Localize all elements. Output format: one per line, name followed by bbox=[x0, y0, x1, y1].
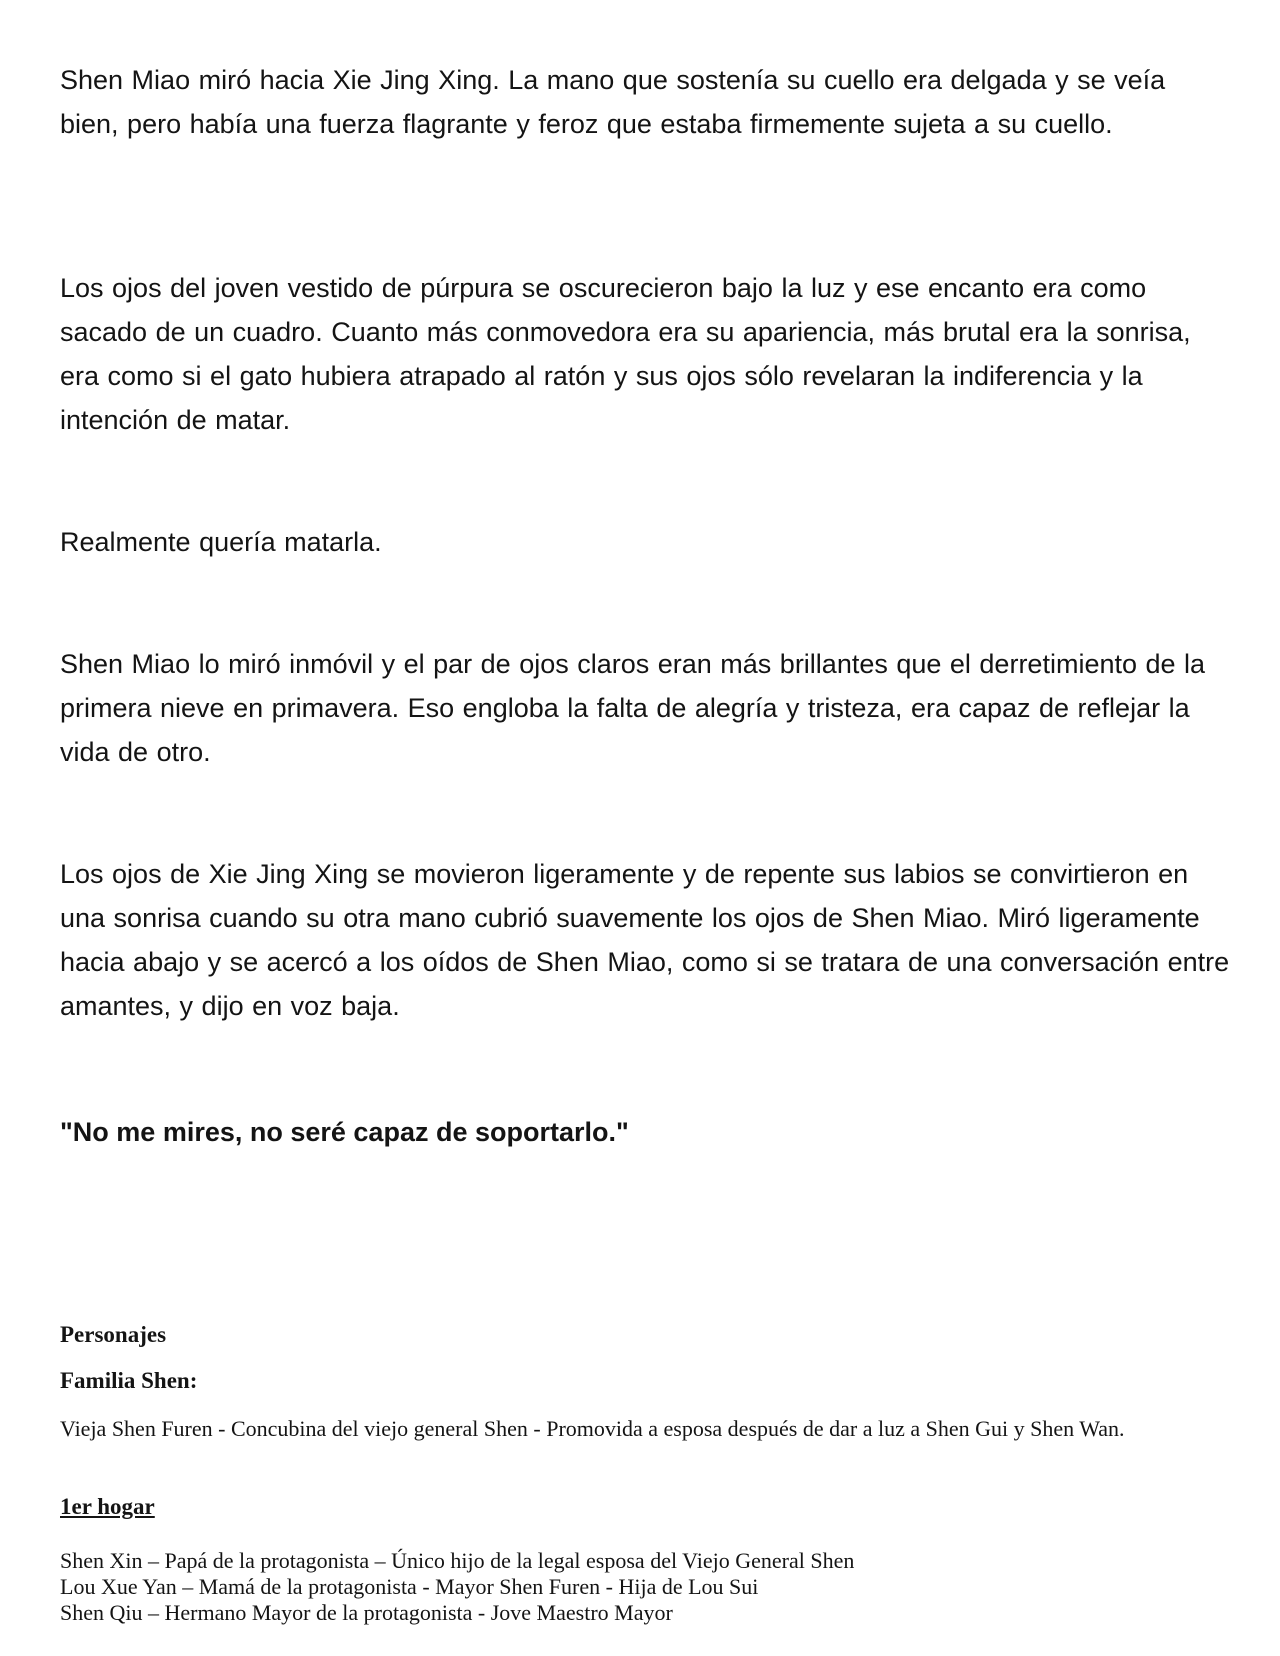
story-paragraph-4: Shen Miao lo miró inmóvil y el par de ojos claros eran más brillantes que el derretimiento de la primera nieve en primavera. Eso engloba la falta de alegría y tristeza, era capaz de reflejar la vida de otro. bbox=[60, 649, 1206, 767]
household-heading: 1er hogar bbox=[60, 1494, 155, 1519]
story-paragraph-5: Los ojos de Xie Jing Xing se movieron ligeramente y de repente sus labios se convirtieron en una sonrisa cuando su otra mano cubrió suavemente los ojos de Shen Miao. Miró ligeramente hacia abajo y se acercó a los oídos de Shen Miao, como si se tratara de una conversación entre amantes, y dijo en voz baja. bbox=[60, 859, 1230, 1021]
story-paragraph-2: Los ojos del joven vestido de púrpura se oscurecieron bajo la luz y ese encanto era como sacado de un cuadro. Cuanto más conmovedora era su apariencia, más brutal era la sonrisa, era como si el gato hubiera atrapado al ratón y sus ojos sólo revelaran la indiferencia y la intención de matar. bbox=[60, 273, 1191, 435]
character-shen-xin: Shen Xin – Papá de la protagonista – Único hijo de la legal esposa del Viejo General Shen bbox=[60, 1548, 855, 1573]
family-heading: Familia Shen: bbox=[60, 1368, 198, 1393]
household-character-list bbox=[60, 1548, 854, 1626]
story-paragraph-3: Realmente quería matarla. bbox=[60, 527, 382, 557]
dialogue-quote: "No me mires, no seré capaz de soportarlo." bbox=[60, 1117, 629, 1147]
character-shen-qiu: Shen Qiu – Hermano Mayor de la protagonista - Jove Maestro Mayor bbox=[60, 1600, 673, 1625]
story-paragraph-1: Shen Miao miró hacia Xie Jing Xing. La mano que sostenía su cuello era delgada y se veía bien, pero había una fuerza flagrante y feroz que estaba firmemente sujeta a su cuello. bbox=[60, 65, 1166, 139]
characters-heading: Personajes bbox=[60, 1322, 167, 1347]
character-vieja-shen-furen: Vieja Shen Furen - Concubina del viejo general Shen - Promovida a esposa después de dar a luz a Shen Gui y Shen Wan. bbox=[60, 1416, 1125, 1441]
character-lou-xue-yan: Lou Xue Yan – Mamá de la protagonista - Mayor Shen Furen - Hija de Lou Sui bbox=[60, 1574, 759, 1599]
